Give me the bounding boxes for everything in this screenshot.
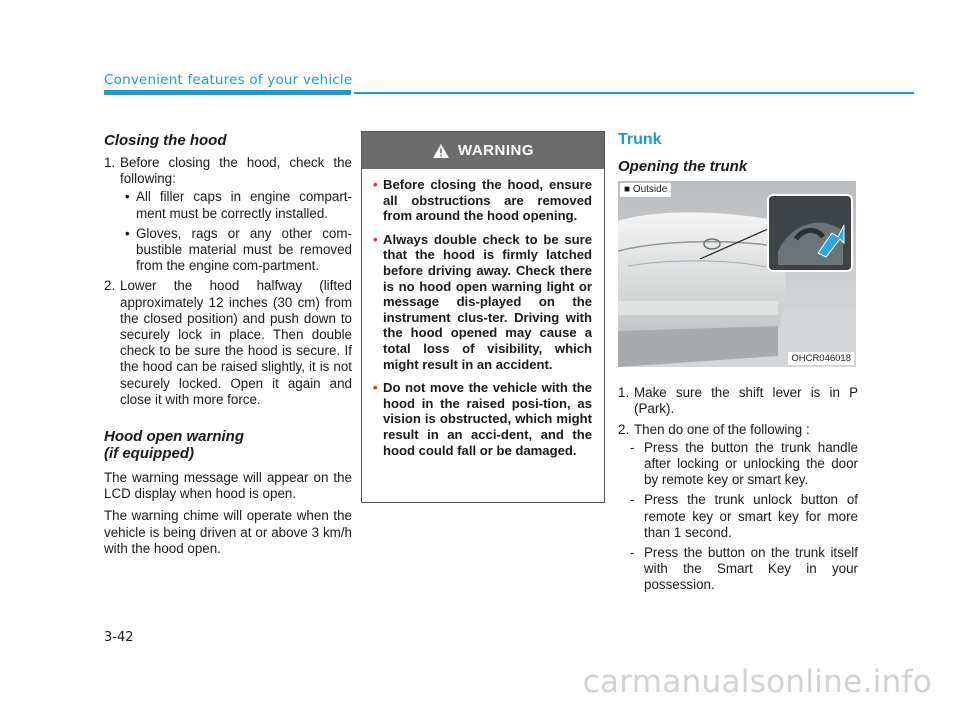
- list-item: - Press the button the trunk handle after locking or unlocking the door by remote key or smart key.: [618, 440, 858, 489]
- step-text: Then do one of the following :: [634, 421, 810, 437]
- list-item: • Gloves, rags or any other com-bustible material must be removed from the engine com-partment.: [120, 226, 352, 275]
- list-item: [104, 278, 352, 408]
- closing-hood-heading: Closing the hood: [104, 132, 227, 149]
- warning-box: [361, 131, 605, 503]
- list-item: • All filler caps in engine compart-ment must be correctly installed.: [120, 189, 352, 221]
- hood-warning-subheading: (if equipped): [104, 445, 194, 463]
- list-item: [104, 155, 352, 274]
- trunk-section-title: Trunk: [618, 131, 662, 148]
- hood-warning-para-2: The warning chime will operate when the vehicle is being driven at or above 3 km/h with the hood open.: [104, 508, 352, 556]
- step-number: 1.: [618, 385, 630, 401]
- header-accent-bar: [104, 90, 351, 95]
- list-item: [618, 422, 858, 438]
- list-item: - Press the trunk unlock button of remote key or smart key for more than 1 second.: [618, 492, 858, 541]
- hood-warning-para-1: The warning message will appear on the LCD display when hood is open.: [104, 470, 352, 502]
- list-item: [618, 385, 858, 417]
- warning-item: • Before closing the hood, ensure all obstructions are removed from around the hood opening.: [373, 177, 592, 224]
- step-text: Lower the hood halfway (lifted approximately 12 inches (30 cm) from the closed position) and push down to securely lock in place. Then double check to be sure the hood is secure. If the hood can be raised slightly, it is not securely locked. Open it again and close it with more force.: [120, 278, 352, 407]
- list-item: - Press the button on the trunk itself with the Smart Key in your possession.: [618, 545, 858, 594]
- closing-steps: [104, 155, 352, 408]
- warning-header: [362, 132, 604, 169]
- trunk-options: [618, 440, 858, 594]
- photo-code: OHCR046018: [788, 352, 854, 365]
- step-text: Before closing the hood, check the following:: [120, 155, 352, 187]
- warning-item: • Always double check to be sure that the hood is firmly latched before driving away. Check there is no hood open warning light or message dis-played on the instrument clus-ter. Driving with the hood opened may cause a total loss of visibility, which might result in an accident.: [373, 232, 592, 372]
- step-bullets: [120, 189, 352, 274]
- warning-triangle-icon: [432, 143, 450, 159]
- photo-location-tag: ■ Outside: [620, 183, 671, 197]
- warning-body: [362, 169, 604, 458]
- opening-trunk-heading: Opening the trunk: [618, 158, 748, 176]
- column-trunk: [618, 132, 858, 598]
- trunk-photo: [618, 181, 856, 367]
- column-hood: [104, 132, 352, 563]
- watermark: carmanualsonline.info: [582, 664, 932, 700]
- step-number: 1.: [104, 155, 116, 170]
- warning-title: WARNING: [458, 142, 534, 159]
- hood-warning-heading: Hood open warning: [104, 428, 244, 446]
- warning-item: • Do not move the vehicle with the hood in the raised posi-tion, as vision is obstructed, which might result in an acci-dent, and the hood could fall or be damaged.: [373, 380, 592, 458]
- header-rule: [354, 92, 914, 94]
- step-text: Make sure the shift lever is in P (Park).: [634, 385, 858, 417]
- step-number: 2.: [618, 421, 630, 437]
- trunk-steps: [618, 385, 858, 438]
- page-number: 3-42: [104, 630, 134, 645]
- step-number: 2.: [104, 278, 116, 294]
- car-trunk-illustration: [618, 181, 856, 367]
- section-header-title: Convenient features of your vehicle: [104, 72, 353, 88]
